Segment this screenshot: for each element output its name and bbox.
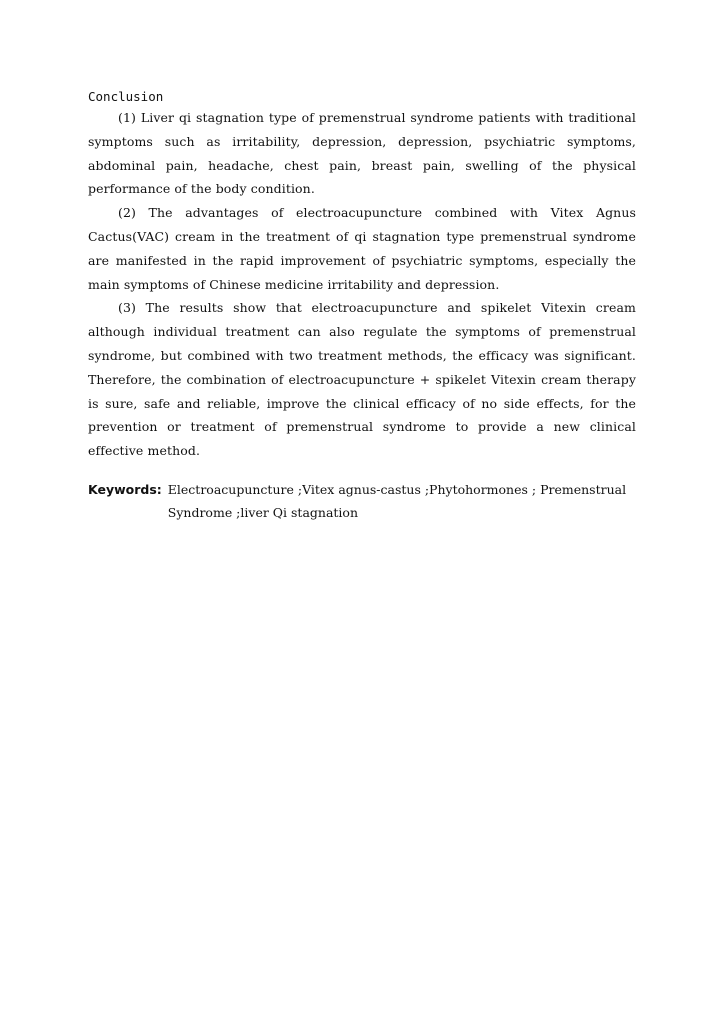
- section-heading: Conclusion: [88, 89, 164, 104]
- keywords-label: Keywords:: [88, 481, 162, 497]
- conclusion-paragraph-2: (2) The advantages of electroacupuncture combined with Vitex Agnus Cactus(VAC) cream in the treatment of qi stagnation type premenstrual syndrome are manifested in the rapid improvement of psychiatric symptoms, especially the main symptoms of Chinese medicine irritability and depression.: [88, 205, 636, 292]
- document-page: [88, 88, 636, 524]
- keywords-block: [88, 478, 636, 524]
- conclusion-paragraph-1: (1) Liver qi stagnation type of premenstrual syndrome patients with traditional symptoms such as irritability, depression, depression, psychiatric symptoms, abdominal pain, headache, chest pain, breast pain, swelling of the physical performance of the body condition.: [88, 110, 636, 197]
- keywords-value: Electroacupuncture ;Vitex agnus-castus ;Phytohormones ; Premenstrual Syndrome ;liver Qi stagnation: [167, 481, 627, 520]
- conclusion-paragraph-3: (3) The results show that electroacupuncture and spikelet Vitexin cream although individual treatment can also regulate the symptoms of premenstrual syndrome, but combined with two treatment methods, the efficacy was significant. Therefore, the combination of electroacupuncture + spikelet Vitexin cream therapy is sure, safe and reliable, improve the clinical efficacy of no side effects, for the prevention or treatment of premenstrual syndrome to provide a new clinical effective method.: [88, 300, 636, 459]
